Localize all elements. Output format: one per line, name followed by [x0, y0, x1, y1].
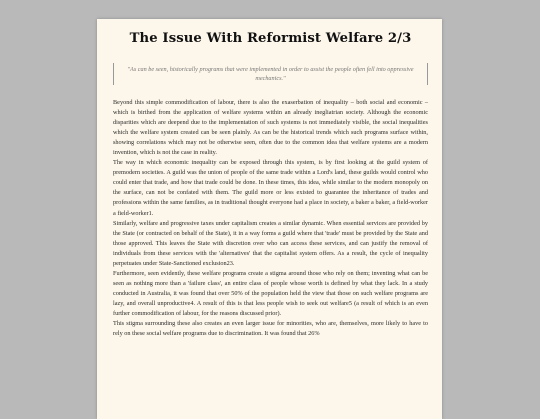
paragraph: The way in which economic inequality can be exposed through this system, is by first looking at the guild system of premodern societies. A guild was the union of people of the same trade within a Lord's land, these guilds would control who could enter that trade, and how that trade could be done. In these times, this idea, while similar to the modern monopoly on the surface, can not be confated with them. The guild more or less existed to guarantee the inheritance of trades and professions within the same families, as in traditional thought everyone had a place in society, a baker a baker, a field-worker a field-worker1. [113, 159, 428, 217]
epigraph-quote: "As can be seen, historically programs that were implemented in order to assist the people often fell into oppressive mechanics." [113, 63, 428, 85]
article-body [113, 98, 428, 339]
document-page [97, 19, 442, 419]
page-title: The Issue With Reformist Welfare 2/3 [129, 31, 412, 46]
paragraph: Furthermore, seen evidently, these welfare programs create a stigma around those who rely on them; inventing what can be seen as nothing more than a 'failure class', an entire class of people whose worth is defined by what they lack. In a study conducted in Australia, it was found that over 50% of the population held the view that those on such welfare programs are lazy, and overall unproductive4. A result of this is that less people wish to seek out welfare5 (a result of which is an even further commodification of labour, for the reasons discussed prior). [113, 269, 428, 317]
paragraph: Similarly, welfare and progressive taxes under capitalism creates a similar dynamic. When essential services are provided by the State (or contracted on behalf of the State), it in a way forms a guild where that 'trade' must be provided by the State and those approved. This leaves the State with discretion over who can access these services, and can justify the removal of individuals from these services with the 'alternatives' that the capitalist system offers. As a result, the cycle of inequality perpetuates under State-Sanctioned exclusion23. [113, 219, 428, 267]
paragraph: This stigma surrounding these also creates an even larger issue for minorities, who are, themselves, more likely to have to rely on these social welfare programs due to discrimination. It was found that 26% [113, 320, 428, 338]
paragraph: Beyond this simple commodification of labour, there is also the exaserbation of inequality – both social and economic – which is birthed from the application of welfare systems within an already inegliatrian society. Although the economic disparities which are deepend due to the implementation of such systems is not immediately visible, the social inequalities which the welfare system created can be seen plainly. As can be the historical trends which such programs surface within, showing correlations which may not be otherwise seen, often due to the common idea that welfare systems are a modern invention, which is not the case in reality. [113, 99, 428, 157]
